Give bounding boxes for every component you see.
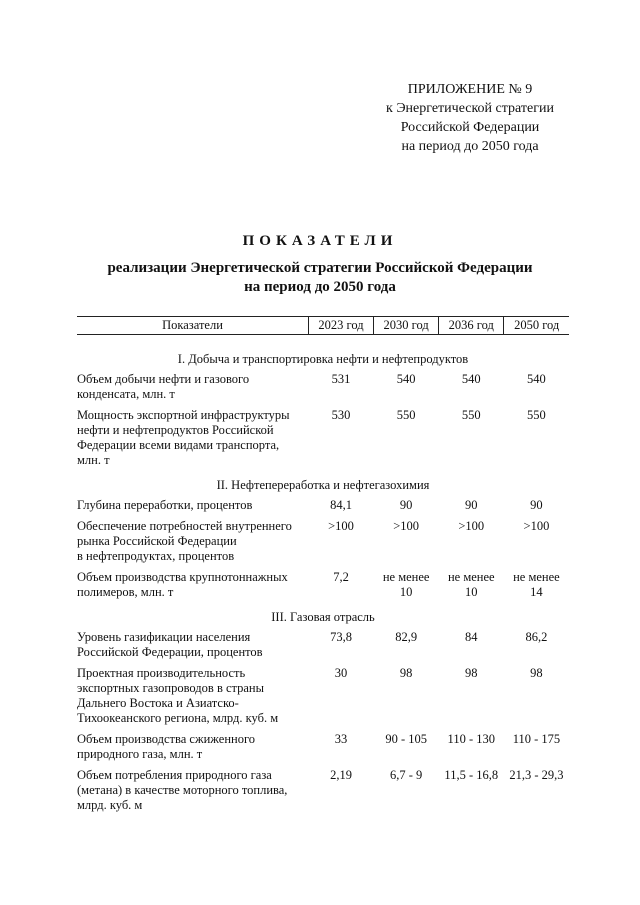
value-cell: 110 - 175 (512, 732, 561, 746)
indicator-label-line: Объем производства крупнотоннажных (77, 570, 288, 584)
value-cell: 531 (331, 372, 351, 386)
value-cell: 98 (465, 666, 478, 680)
indicators-table (77, 316, 569, 819)
value-cell: 86,2 (525, 630, 548, 644)
indicator-label-line: Объем добычи нефти и газового (77, 372, 250, 386)
value-cell: 82,9 (395, 630, 418, 644)
indicator-label-line: Мощность экспортной инфраструктуры (77, 408, 290, 422)
value-cell: 550 (396, 408, 416, 422)
indicator-label-line: Обеспечение потребностей внутреннего (77, 519, 292, 533)
document-subtitle (0, 259, 640, 297)
section-title: I. Добыча и транспортировка нефти и нефтепродуктов (177, 352, 469, 366)
value-cell: 7,2 (333, 570, 349, 584)
indicator-label-line: млн. т (77, 453, 110, 467)
table-row (77, 372, 569, 408)
table-row (77, 666, 569, 732)
value-cell: 90 (399, 498, 413, 512)
column-header: 2030 год (374, 317, 439, 335)
indicator-label (77, 732, 308, 768)
appendix-line: Российской Федерации (400, 120, 540, 135)
column-header: Показатели (77, 317, 308, 335)
table-row (77, 519, 569, 570)
table-body (77, 335, 569, 820)
subtitle-line: на период до 2050 года (244, 279, 396, 295)
appendix-line: на период до 2050 года (401, 139, 539, 154)
value-cell: 2,19 (330, 768, 352, 782)
indicator-label (77, 408, 308, 474)
indicator-label-line: млрд. куб. м (77, 798, 143, 812)
indicator-label-line: конденсата, млн. т (77, 387, 175, 401)
table-row (77, 768, 569, 819)
indicator-label-line: Глубина переработки, процентов (77, 498, 253, 512)
indicator-label-line: Дальнего Востока и Азиатско- (77, 696, 239, 710)
indicator-label-line: полимеров, млн. т (77, 585, 174, 599)
indicator-label-line: в нефтепродуктах, процентов (77, 549, 235, 563)
section-row (77, 606, 569, 630)
value-cell: 540 (461, 372, 481, 386)
value-cell: >100 (458, 519, 485, 533)
value-cell: 90 - 105 (385, 732, 427, 746)
indicator-label-line: Объем потребления природного газа (77, 768, 272, 782)
document-title: ПОКАЗАТЕЛИ (242, 233, 398, 249)
table-header-row (77, 317, 569, 335)
value-cell: >100 (393, 519, 420, 533)
table-row (77, 498, 569, 519)
value-cell: 540 (527, 372, 546, 386)
column-header: 2036 год (439, 317, 504, 335)
indicator-label-line: Тихоокеанского региона, млрд. куб. м (77, 711, 279, 725)
value-cell: 540 (396, 372, 416, 386)
table-row (77, 630, 569, 666)
appendix-title: ПРИЛОЖЕНИЕ № 9 (407, 82, 533, 97)
value-cell: 550 (461, 408, 481, 422)
indicator-label-line: Федерации всеми видами транспорта, (77, 438, 280, 452)
indicator-label-line: рынка Российской Федерации (77, 534, 237, 548)
table-row (77, 732, 569, 768)
appendix-line: к Энергетической стратегии (386, 101, 554, 116)
indicator-label (77, 519, 308, 570)
value-cell: 90 (465, 498, 478, 512)
value-cell: 30 (334, 666, 348, 680)
value-cell: 84 (465, 630, 478, 644)
appendix-block (340, 80, 600, 156)
table-row (77, 408, 569, 474)
section-title: II. Нефтепереработка и нефтегазохимия (216, 478, 430, 492)
indicator-label-line: (метана) в качестве моторного топлива, (77, 783, 288, 797)
value-cell: 11,5 - 16,8 (444, 768, 499, 782)
indicator-label (77, 630, 308, 666)
value-cell: не менее 14 (513, 570, 560, 599)
indicator-label-line: Российской Федерации, процентов (77, 645, 263, 659)
value-cell: 98 (399, 666, 413, 680)
value-cell: не менее 10 (447, 570, 495, 599)
value-cell: 98 (530, 666, 543, 680)
value-cell: >100 (328, 519, 354, 533)
column-header: 2023 год (308, 317, 373, 335)
indicator-label (77, 768, 308, 819)
table-row (77, 570, 569, 606)
section-row (77, 474, 569, 498)
section-title: III. Газовая отрасль (271, 610, 375, 624)
indicator-label-line: экспортных газопроводов в страны (77, 681, 265, 695)
value-cell: 550 (527, 408, 546, 422)
value-cell: не менее 10 (382, 570, 430, 599)
indicator-label (77, 372, 308, 408)
indicator-label-line: Объем производства сжиженного (77, 732, 256, 746)
indicator-label-line: Проектная производительность (77, 666, 246, 680)
indicator-label-line: Уровень газификации населения (77, 630, 251, 644)
indicator-label (77, 570, 308, 606)
indicator-label-line: природного газа, млн. т (77, 747, 203, 761)
indicator-label (77, 498, 308, 519)
indicator-label (77, 666, 308, 732)
value-cell: >100 (523, 519, 550, 533)
column-header: 2050 год (504, 317, 569, 335)
value-cell: 530 (331, 408, 351, 422)
value-cell: 90 (530, 498, 543, 512)
value-cell: 73,8 (330, 630, 352, 644)
section-row (77, 335, 569, 373)
value-cell: 84,1 (330, 498, 352, 512)
value-cell: 6,7 - 9 (390, 768, 423, 782)
value-cell: 33 (334, 732, 348, 746)
indicator-label-line: нефти и нефтепродуктов Российской (77, 423, 274, 437)
value-cell: 21,3 - 29,3 (509, 768, 564, 782)
subtitle-line: реализации Энергетической стратегии Российской Федерации (107, 260, 533, 276)
value-cell: 110 - 130 (447, 732, 495, 746)
